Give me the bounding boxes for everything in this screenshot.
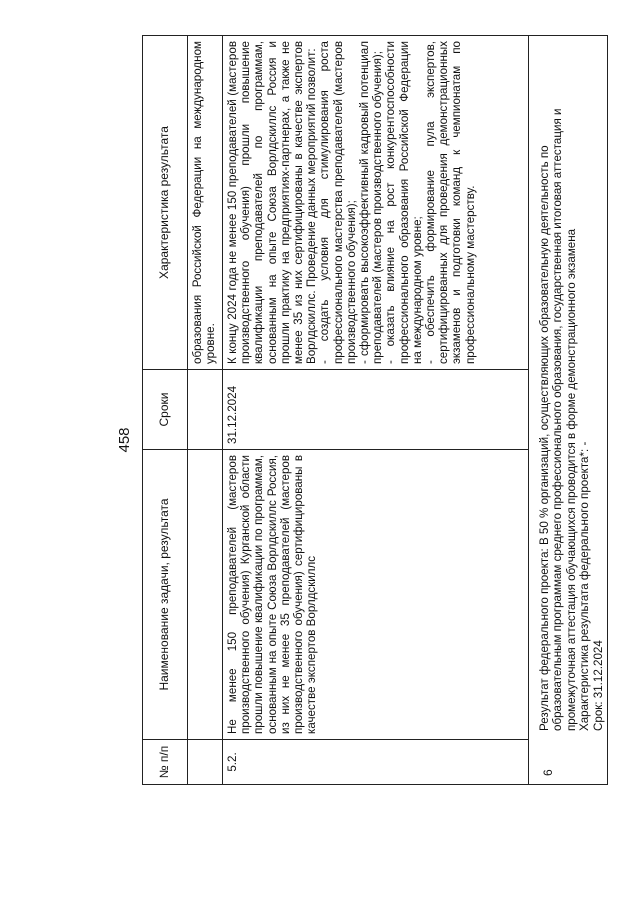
header-num: № п/п [143,739,187,784]
characteristic-bullet: - сформировать высокоэффективный кадровый потенциал преподавателей (мастеров производственного обучения); [358,41,385,364]
result-line: Срок: 31.12.2024 [591,640,605,731]
result-line: образовательным программам среднего профессионального образования, государственная итоговая аттестация и [551,108,565,731]
table-header-row [143,36,188,784]
cell-deadline-empty [188,369,222,449]
header-characteristic: Характеристика результата [157,126,172,279]
header-task: Наименование задачи, результата [143,449,187,739]
page-number: 458 [116,427,133,453]
cell-num-empty [188,739,222,784]
cell-characteristic [223,36,528,369]
characteristic-paragraph: К концу 2024 года не менее 150 преподавателей (мастеров производственного обучения) прошли повышение квалификации преподавателей по программам, основанным на опыте Союза Ворлдскиллс Россия и прошли практику на предприятиях-партнерах, а также не менее 35 из них сертифицированы в качестве экспертов Ворлдскиллс. Проведение данных мероприятий позволит: [226,41,319,364]
cell-num: 6 [541,769,555,776]
project-table [142,35,608,785]
result-line: Характеристика результата федерального проекта*: - [578,441,592,731]
federal-result-text [535,42,608,739]
cell-characteristic-continued: образования Российской Федерации на международном уровне. [191,41,218,364]
table-row-continued [188,36,223,784]
cell-num: 5.2. [223,739,528,784]
result-line: промежуточная аттестация обучающихся проводится в форме демонстрационного экзамена [564,228,578,731]
header-deadline: Сроки [143,369,187,449]
table-row-6 [529,36,607,784]
characteristic-bullet: - оказать влияние на рост конкурентоспособности профессионального образования Российской Федерации на международном уровне; [384,41,424,364]
result-line: Результат федерального проекта: В 50 % организаций, осуществляющих образовательную деятельность по [538,145,551,731]
cell-deadline: 31.12.2024 [223,369,528,449]
cell-task: Не менее 150 преподавателей (мастеров производственного обучения) Курганской области прошли повышение квалификации по программам, основанным на опыте Союза Ворлдскиллс Россия, из них не менее 35 преподавателей (мастеров производственного обучения) сертифицированы в качестве экспертов Ворлдскиллс [223,449,528,739]
characteristic-bullet: - обеспечить формирование пула экспертов, сертифицированных для проведения демонстрационных экзаменов и подготовки команд к чемпионатам по профессиональному мастерству. [424,41,477,364]
characteristic-bullet: - создать условия для стимулирования роста профессионального мастерства преподавателей (мастеров производственного обучения); [318,41,358,364]
cell-task-empty [188,449,222,739]
table-row-5-2 [223,36,529,784]
